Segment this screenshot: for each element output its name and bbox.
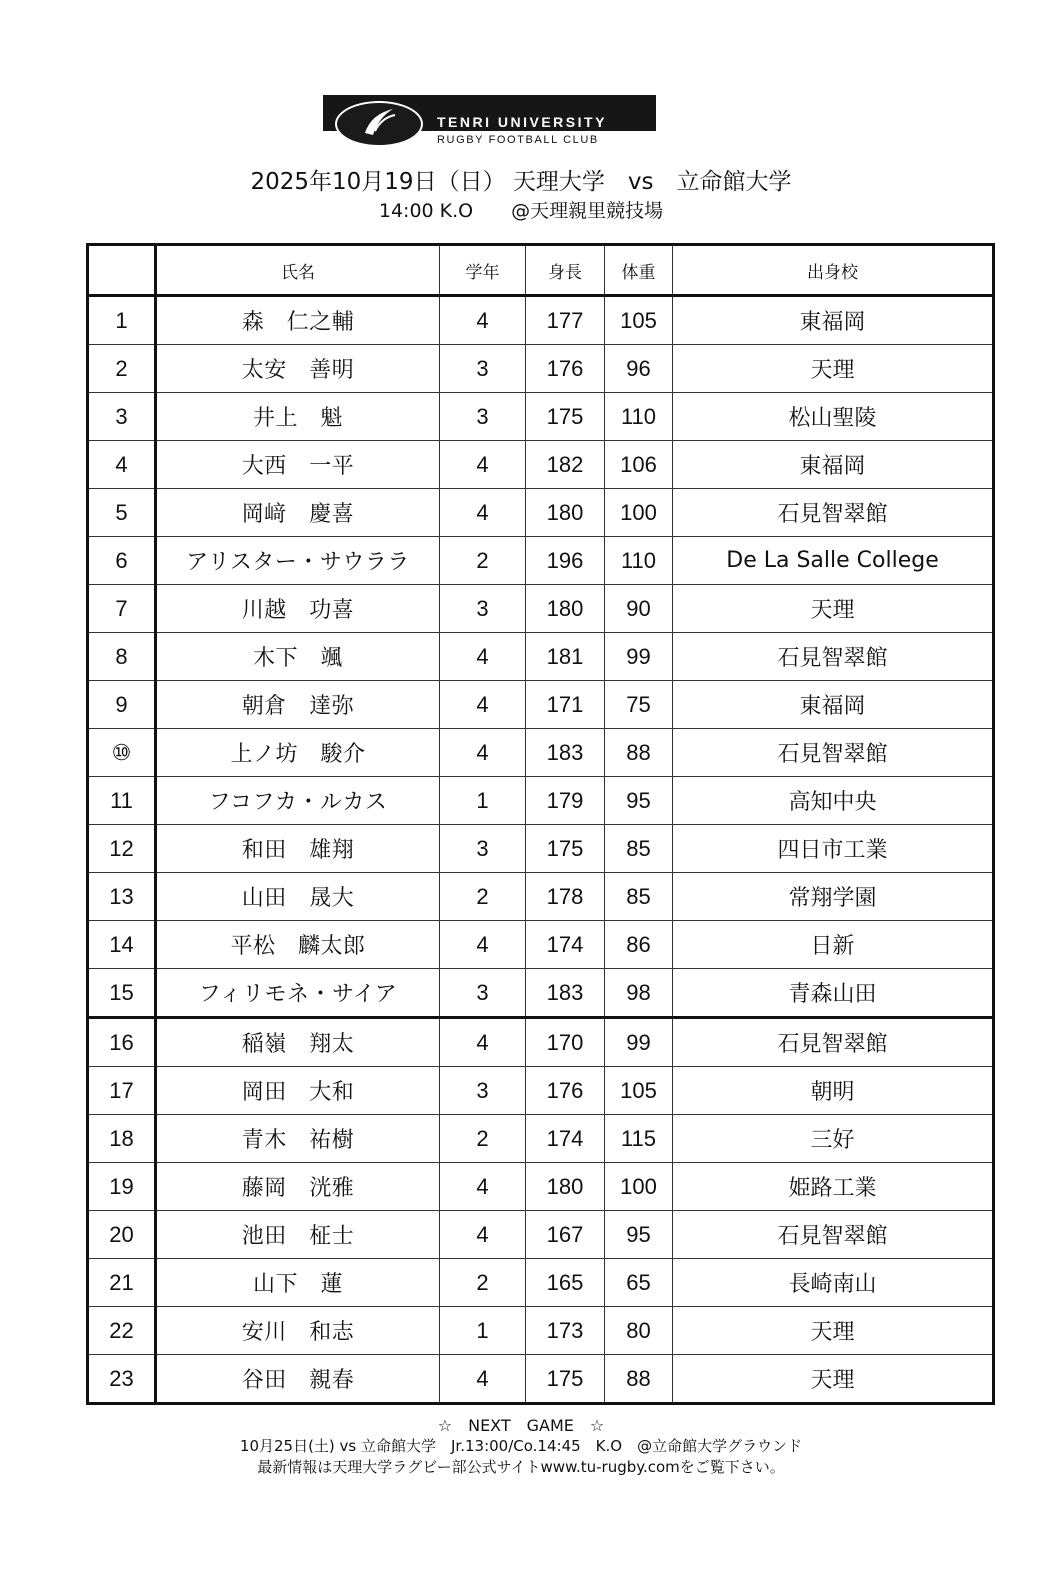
player-name: 安川 和志 [156,1307,440,1355]
player-number: 21 [88,1259,156,1307]
player-height: 181 [526,633,605,681]
player-school: 三好 [673,1115,994,1163]
table-row [88,1307,994,1355]
player-number: 16 [88,1018,156,1067]
header-grade: 学年 [440,245,526,296]
player-height: 176 [526,345,605,393]
table-row [88,729,994,777]
player-grade: 3 [440,345,526,393]
player-weight: 88 [605,1355,673,1404]
player-grade: 4 [440,633,526,681]
player-height: 165 [526,1259,605,1307]
table-row [88,777,994,825]
player-height: 175 [526,1355,605,1404]
player-grade: 3 [440,1067,526,1115]
player-height: 173 [526,1307,605,1355]
player-school: 長崎南山 [673,1259,994,1307]
player-height: 180 [526,489,605,537]
player-number: 8 [88,633,156,681]
player-school: 青森山田 [673,969,994,1018]
roster-body [88,296,994,1404]
player-number: 22 [88,1307,156,1355]
player-number: ⑩ [88,729,156,777]
player-school: 高知中央 [673,777,994,825]
player-weight: 106 [605,441,673,489]
table-row [88,1067,994,1115]
player-name: 川越 功喜 [156,585,440,633]
player-weight: 100 [605,489,673,537]
player-number: 9 [88,681,156,729]
table-row [88,345,994,393]
table-row [88,393,994,441]
table-row [88,489,994,537]
player-number: 2 [88,345,156,393]
player-weight: 85 [605,825,673,873]
player-name: 朝倉 達弥 [156,681,440,729]
player-school: 東福岡 [673,681,994,729]
table-row [88,921,994,969]
player-grade: 4 [440,921,526,969]
next-game-info: 10月25日(土) vs 立命館大学 Jr.13:00/Co.14:45 K.O @立命館大学グラウンド [239,1437,803,1455]
player-weight: 100 [605,1163,673,1211]
player-number: 12 [88,825,156,873]
player-grade: 2 [440,1259,526,1307]
player-grade: 3 [440,825,526,873]
player-school: 石見智翠館 [673,489,994,537]
player-name: 大西 一平 [156,441,440,489]
player-number: 7 [88,585,156,633]
player-weight: 65 [605,1259,673,1307]
player-weight: 99 [605,633,673,681]
header-school: 出身校 [673,245,994,296]
player-weight: 75 [605,681,673,729]
player-grade: 1 [440,1307,526,1355]
table-row [88,1018,994,1067]
player-name: アリスター・サウララ [156,537,440,585]
player-grade: 3 [440,393,526,441]
player-height: 180 [526,585,605,633]
table-row [88,1211,994,1259]
player-weight: 86 [605,921,673,969]
player-name: 岡田 大和 [156,1067,440,1115]
roster-header-row [88,245,994,296]
player-number: 6 [88,537,156,585]
player-number: 18 [88,1115,156,1163]
player-weight: 95 [605,777,673,825]
player-height: 177 [526,296,605,345]
player-number: 1 [88,296,156,345]
player-school: 石見智翠館 [673,729,994,777]
player-grade: 4 [440,296,526,345]
player-number: 11 [88,777,156,825]
player-grade: 4 [440,1211,526,1259]
player-name: 上ノ坊 駿介 [156,729,440,777]
player-school: 朝明 [673,1067,994,1115]
player-grade: 4 [440,729,526,777]
player-number: 23 [88,1355,156,1404]
player-school: 常翔学園 [673,873,994,921]
player-name: 平松 麟太郎 [156,921,440,969]
player-height: 167 [526,1211,605,1259]
player-weight: 98 [605,969,673,1018]
player-height: 183 [526,729,605,777]
player-grade: 4 [440,1163,526,1211]
player-height: 179 [526,777,605,825]
player-name: フコフカ・ルカス [156,777,440,825]
player-height: 171 [526,681,605,729]
player-school: 天理 [673,1355,994,1404]
player-grade: 4 [440,441,526,489]
website-notice: 最新情報は天理大学ラグビー部公式サイトwww.tu-rugby.comをご覧下さい。 [257,1458,785,1476]
player-height: 178 [526,873,605,921]
player-number: 15 [88,969,156,1018]
player-school: 東福岡 [673,441,994,489]
player-name: 岡﨑 慶喜 [156,489,440,537]
table-row [88,681,994,729]
player-height: 180 [526,1163,605,1211]
logo-swoosh-icon [359,103,399,139]
table-row [88,873,994,921]
player-name: フィリモネ・サイア [156,969,440,1018]
player-name: 谷田 親春 [156,1355,440,1404]
player-weight: 85 [605,873,673,921]
player-name: 稲嶺 翔太 [156,1018,440,1067]
table-row [88,1115,994,1163]
kickoff-venue: 14:00 K.O @天理親里競技場 [378,200,664,222]
player-name: 藤岡 洸雅 [156,1163,440,1211]
player-school: 天理 [673,585,994,633]
player-grade: 3 [440,969,526,1018]
header-number [88,245,156,296]
player-grade: 3 [440,585,526,633]
header-weight: 体重 [605,245,673,296]
player-grade: 4 [440,1018,526,1067]
player-weight: 99 [605,1018,673,1067]
player-height: 175 [526,393,605,441]
player-weight: 105 [605,296,673,345]
player-weight: 80 [605,1307,673,1355]
logo-club-name: RUGBY FOOTBALL CLUB [437,134,599,146]
player-weight: 115 [605,1115,673,1163]
player-name: 太安 善明 [156,345,440,393]
player-height: 174 [526,921,605,969]
player-school: 四日市工業 [673,825,994,873]
player-height: 174 [526,1115,605,1163]
player-name: 木下 颯 [156,633,440,681]
player-name: 井上 魁 [156,393,440,441]
table-row [88,585,994,633]
player-weight: 95 [605,1211,673,1259]
player-weight: 90 [605,585,673,633]
player-school: 天理 [673,345,994,393]
table-row [88,1259,994,1307]
player-grade: 4 [440,489,526,537]
player-name: 池田 柾士 [156,1211,440,1259]
player-number: 19 [88,1163,156,1211]
player-grade: 4 [440,681,526,729]
player-name: 森 仁之輔 [156,296,440,345]
player-name: 青木 祐樹 [156,1115,440,1163]
player-weight: 96 [605,345,673,393]
player-height: 182 [526,441,605,489]
player-grade: 2 [440,873,526,921]
player-weight: 110 [605,393,673,441]
club-logo [323,95,656,155]
logo-university-name: TENRI UNIVERSITY [437,114,607,130]
table-row [88,1355,994,1404]
player-name: 和田 雄翔 [156,825,440,873]
player-number: 3 [88,393,156,441]
player-number: 20 [88,1211,156,1259]
table-row [88,441,994,489]
roster-table [86,243,995,1405]
table-row [88,296,994,345]
player-number: 17 [88,1067,156,1115]
player-weight: 88 [605,729,673,777]
match-title: 2025年10月19日（日） 天理大学 vs 立命館大学 [250,169,792,195]
player-height: 183 [526,969,605,1018]
player-height: 170 [526,1018,605,1067]
player-school: De La Salle College [673,537,994,585]
table-row [88,969,994,1018]
player-number: 13 [88,873,156,921]
table-row [88,1163,994,1211]
player-grade: 2 [440,1115,526,1163]
player-school: 石見智翠館 [673,1211,994,1259]
player-grade: 4 [440,1355,526,1404]
header-name: 氏名 [156,245,440,296]
player-grade: 2 [440,537,526,585]
player-name: 山下 蓮 [156,1259,440,1307]
player-school: 松山聖陵 [673,393,994,441]
player-height: 196 [526,537,605,585]
table-row [88,633,994,681]
table-row [88,537,994,585]
player-school: 姫路工業 [673,1163,994,1211]
table-row [88,825,994,873]
player-school: 日新 [673,921,994,969]
player-number: 14 [88,921,156,969]
player-name: 山田 晟大 [156,873,440,921]
player-school: 石見智翠館 [673,1018,994,1067]
player-school: 石見智翠館 [673,633,994,681]
player-height: 176 [526,1067,605,1115]
header-height: 身長 [526,245,605,296]
player-number: 5 [88,489,156,537]
next-game-heading: ☆ NEXT GAME ☆ [437,1416,605,1435]
player-school: 東福岡 [673,296,994,345]
player-school: 天理 [673,1307,994,1355]
player-height: 175 [526,825,605,873]
player-weight: 110 [605,537,673,585]
player-number: 4 [88,441,156,489]
player-weight: 105 [605,1067,673,1115]
player-grade: 1 [440,777,526,825]
